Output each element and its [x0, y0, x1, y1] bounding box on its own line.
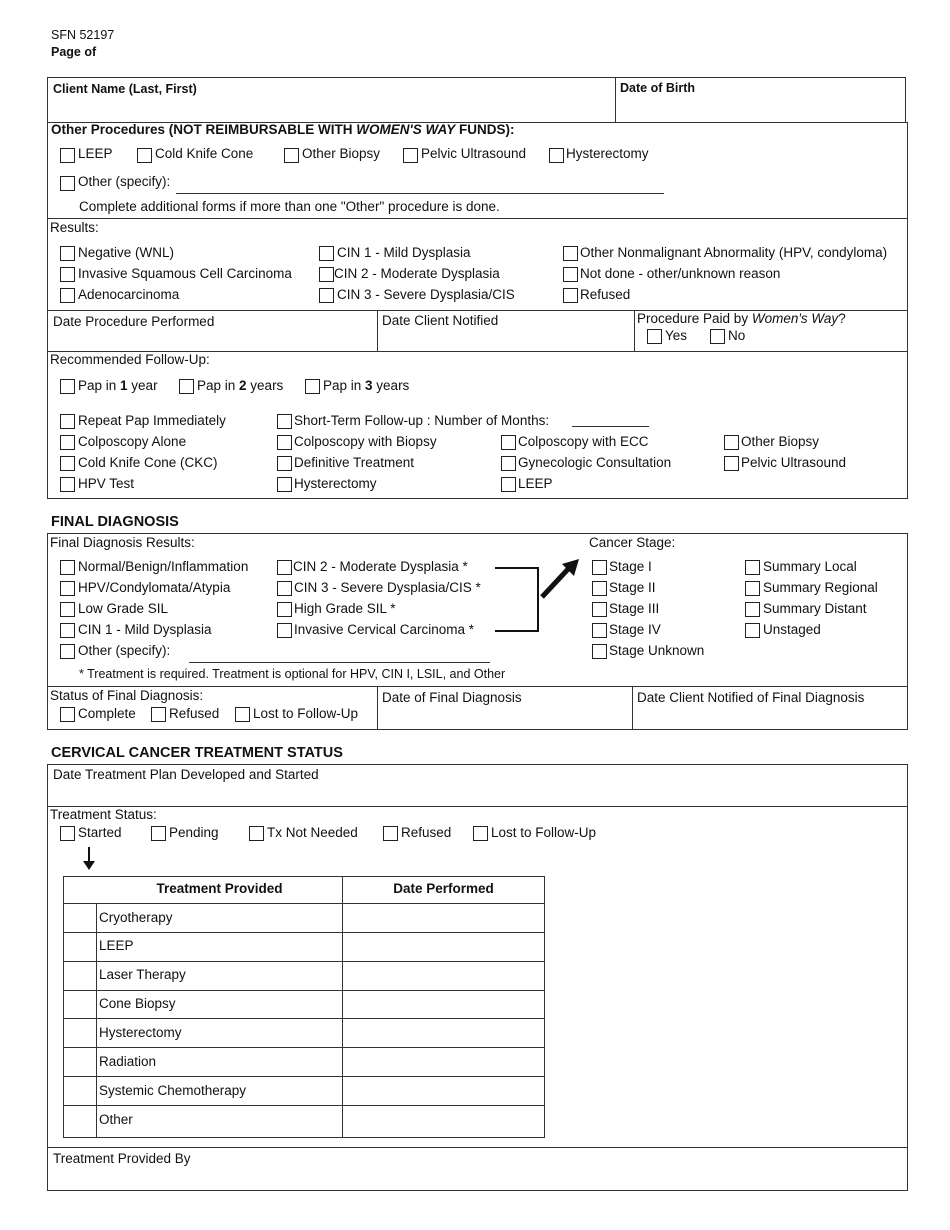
- result-other-nonmalignant-label: Other Nonmalignant Abnormality (HPV, condyloma): [580, 245, 888, 260]
- stage-i-label: Stage I: [609, 559, 652, 574]
- fd-other-label: Other (specify):: [78, 643, 171, 658]
- definitive-treatment-label: Definitive Treatment: [294, 455, 415, 470]
- table-row: Laser Therapy: [99, 967, 186, 982]
- paid-no-label: No: [728, 328, 746, 343]
- stage-iii-label: Stage III: [609, 601, 660, 616]
- fd-hsil-checkbox[interactable]: [277, 602, 292, 617]
- table-row: Hysterectomy: [99, 1025, 182, 1040]
- status-refused-checkbox[interactable]: [151, 707, 166, 722]
- stage-iii-checkbox[interactable]: [592, 602, 607, 617]
- result-cin1-checkbox[interactable]: [319, 246, 334, 261]
- table-row: Systemic Chemotherapy: [99, 1083, 247, 1098]
- other-specify-line[interactable]: [176, 193, 664, 194]
- colposcopy-ecc-checkbox[interactable]: [501, 435, 516, 450]
- summary-regional-checkbox[interactable]: [745, 581, 760, 596]
- short-term-followup-label: Short-Term Follow-up : Number of Months:: [294, 413, 550, 428]
- hysterectomy-label: Hysterectomy: [566, 146, 649, 161]
- result-negative-label: Negative (WNL): [78, 245, 175, 260]
- months-line[interactable]: [572, 426, 649, 427]
- fd-other-checkbox[interactable]: [60, 644, 75, 659]
- tx-started-checkbox[interactable]: [60, 826, 75, 841]
- table-row: Cone Biopsy: [99, 996, 176, 1011]
- status-lost-label: Lost to Follow-Up: [253, 706, 359, 721]
- fd-cin3-label: CIN 3 - Severe Dysplasia/CIS *: [294, 580, 481, 595]
- leep-label: LEEP: [78, 146, 113, 161]
- colposcopy-biopsy-label: Colposcopy with Biopsy: [294, 434, 437, 449]
- table-row: Cryotherapy: [99, 910, 173, 925]
- fd-hsil-label: High Grade SIL *: [294, 601, 396, 616]
- result-cin2-label: CIN 2 - Moderate Dysplasia: [334, 266, 500, 281]
- colposcopy-alone-checkbox[interactable]: [60, 435, 75, 450]
- date-notified-final-label: Date Client Notified of Final Diagnosis: [637, 690, 865, 705]
- other-specify-label: Other (specify):: [78, 174, 171, 189]
- tx-refused-label: Refused: [401, 825, 452, 840]
- stage-iv-label: Stage IV: [609, 622, 661, 637]
- paid-yes-label: Yes: [665, 328, 688, 343]
- fd-normal-label: Normal/Benign/Inflammation: [78, 559, 249, 574]
- summary-regional-label: Summary Regional: [763, 580, 878, 595]
- other-procedure-note: Complete additional forms if more than one "Other" procedure is done.: [79, 199, 500, 214]
- other-biopsy-checkbox[interactable]: [284, 148, 299, 163]
- result-negative-checkbox[interactable]: [60, 246, 75, 261]
- status-complete-label: Complete: [78, 706, 136, 721]
- followup-hysterectomy-checkbox[interactable]: [277, 477, 292, 492]
- fd-other-specify-line[interactable]: [189, 662, 490, 663]
- status-complete-checkbox[interactable]: [60, 707, 75, 722]
- date-final-diagnosis-label: Date of Final Diagnosis: [382, 690, 522, 705]
- cancer-stage-label: Cancer Stage:: [589, 535, 676, 550]
- pap-3-years-checkbox[interactable]: [305, 379, 320, 394]
- followup-other-biopsy-checkbox[interactable]: [724, 435, 739, 450]
- pelvic-ultrasound-checkbox[interactable]: [403, 148, 418, 163]
- fd-hpv-checkbox[interactable]: [60, 581, 75, 596]
- status-lost-checkbox[interactable]: [235, 707, 250, 722]
- short-term-followup-checkbox[interactable]: [277, 414, 292, 429]
- gyn-consult-checkbox[interactable]: [501, 456, 516, 471]
- treatment-status-title: CERVICAL CANCER TREATMENT STATUS: [51, 745, 343, 761]
- treatment-plan-label: Date Treatment Plan Developed and Started: [53, 767, 319, 782]
- hpv-test-checkbox[interactable]: [60, 477, 75, 492]
- tx-not-needed-label: Tx Not Needed: [267, 825, 358, 840]
- result-refused-label: Refused: [580, 287, 631, 302]
- treatment-provided-by-label: Treatment Provided By: [53, 1151, 191, 1166]
- table-row: Radiation: [99, 1054, 157, 1069]
- followup-other-biopsy-label: Other Biopsy: [741, 434, 820, 449]
- tx-pending-label: Pending: [169, 825, 219, 840]
- gyn-consult-label: Gynecologic Consultation: [518, 455, 672, 470]
- fd-cin1-label: CIN 1 - Mild Dysplasia: [78, 622, 212, 637]
- followup-pelvic-ultrasound-label: Pelvic Ultrasound: [741, 455, 847, 470]
- other-procedures-title: Other Procedures (NOT REIMBURSABLE WITH WOMEN'S WAY FUNDS):: [51, 122, 515, 137]
- hpv-test-label: HPV Test: [78, 476, 135, 491]
- date-performed-header: Date Performed: [393, 881, 494, 896]
- other-specify-checkbox[interactable]: [60, 176, 75, 191]
- pap-2-years-label: Pap in 2 years: [197, 378, 284, 393]
- fd-lsil-label: Low Grade SIL: [78, 601, 169, 616]
- pap-1-year-checkbox[interactable]: [60, 379, 75, 394]
- treatment-provided-header: Treatment Provided: [156, 881, 283, 896]
- fd-cin1-checkbox[interactable]: [60, 623, 75, 638]
- stage-ii-checkbox[interactable]: [592, 581, 607, 596]
- ckc-label: Cold Knife Cone (CKC): [78, 455, 218, 470]
- tx-not-needed-checkbox[interactable]: [249, 826, 264, 841]
- ckc-checkbox[interactable]: [60, 456, 75, 471]
- tx-lost-checkbox[interactable]: [473, 826, 488, 841]
- pap-3-years-label: Pap in 3 years: [323, 378, 410, 393]
- summary-local-checkbox[interactable]: [745, 560, 760, 575]
- result-cin2-checkbox[interactable]: [319, 267, 334, 282]
- down-arrow-icon: [80, 846, 98, 872]
- treatment-footnote: * Treatment is required. Treatment is optional for HPV, CIN I, LSIL, and Other: [79, 667, 506, 681]
- stage-unknown-checkbox[interactable]: [592, 644, 607, 659]
- fd-invasive-label: Invasive Cervical Carcinoma *: [294, 622, 475, 637]
- treatment-status-label: Treatment Status:: [50, 807, 157, 822]
- result-not-done-label: Not done - other/unknown reason: [580, 266, 781, 281]
- unstaged-checkbox[interactable]: [745, 623, 760, 638]
- fd-invasive-checkbox[interactable]: [277, 623, 292, 638]
- summary-distant-checkbox[interactable]: [745, 602, 760, 617]
- form-number: SFN 52197: [51, 28, 115, 42]
- result-adenocarcinoma-label: Adenocarcinoma: [78, 287, 180, 302]
- fd-cin2-label: CIN 2 - Moderate Dysplasia *: [293, 559, 468, 574]
- results-label: Results:: [50, 220, 99, 235]
- fd-lsil-checkbox[interactable]: [60, 602, 75, 617]
- stage-i-checkbox[interactable]: [592, 560, 607, 575]
- paid-no-checkbox[interactable]: [710, 329, 725, 344]
- hysterectomy-checkbox[interactable]: [549, 148, 564, 163]
- colposcopy-ecc-label: Colposcopy with ECC: [518, 434, 649, 449]
- followup-leep-label: LEEP: [518, 476, 553, 491]
- final-status-label: Status of Final Diagnosis:: [50, 688, 204, 703]
- cold-knife-cone-label: Cold Knife Cone: [155, 146, 254, 161]
- result-not-done-checkbox[interactable]: [563, 267, 578, 282]
- other-biopsy-label: Other Biopsy: [302, 146, 381, 161]
- cold-knife-cone-checkbox[interactable]: [137, 148, 152, 163]
- followup-pelvic-ultrasound-checkbox[interactable]: [724, 456, 739, 471]
- result-other-nonmalignant-checkbox[interactable]: [563, 246, 578, 261]
- pap-2-years-checkbox[interactable]: [179, 379, 194, 394]
- stage-iv-checkbox[interactable]: [592, 623, 607, 638]
- result-cin3-checkbox[interactable]: [319, 288, 334, 303]
- tx-pending-checkbox[interactable]: [151, 826, 166, 841]
- colposcopy-alone-label: Colposcopy Alone: [78, 434, 187, 449]
- followup-leep-checkbox[interactable]: [501, 477, 516, 492]
- result-invasive-squamous-checkbox[interactable]: [60, 267, 75, 282]
- table-row: LEEP: [99, 938, 134, 953]
- result-refused-checkbox[interactable]: [563, 288, 578, 303]
- unstaged-label: Unstaged: [763, 622, 821, 637]
- date-procedure-performed-label: Date Procedure Performed: [53, 314, 215, 329]
- fd-hpv-label: HPV/Condylomata/Atypia: [78, 580, 231, 595]
- summary-local-label: Summary Local: [763, 559, 857, 574]
- page-label: Page of: [51, 45, 97, 59]
- result-invasive-squamous-label: Invasive Squamous Cell Carcinoma: [78, 266, 292, 281]
- result-cin1-label: CIN 1 - Mild Dysplasia: [337, 245, 471, 260]
- definitive-treatment-checkbox[interactable]: [277, 456, 292, 471]
- summary-distant-label: Summary Distant: [763, 601, 867, 616]
- tx-started-label: Started: [78, 825, 122, 840]
- followup-label: Recommended Follow-Up:: [50, 352, 210, 367]
- final-diagnosis-title: FINAL DIAGNOSIS: [51, 514, 179, 530]
- final-diagnosis-results-label: Final Diagnosis Results:: [50, 535, 195, 550]
- dob-label: Date of Birth: [620, 81, 695, 95]
- paid-yes-checkbox[interactable]: [647, 329, 662, 344]
- followup-hysterectomy-label: Hysterectomy: [294, 476, 377, 491]
- stage-ii-label: Stage II: [609, 580, 656, 595]
- result-cin3-label: CIN 3 - Severe Dysplasia/CIS: [337, 287, 515, 302]
- colposcopy-biopsy-checkbox[interactable]: [277, 435, 292, 450]
- repeat-pap-checkbox[interactable]: [60, 414, 75, 429]
- client-name-label: Client Name (Last, First): [53, 82, 197, 96]
- pelvic-ultrasound-label: Pelvic Ultrasound: [421, 146, 527, 161]
- tx-refused-checkbox[interactable]: [383, 826, 398, 841]
- procedure-paid-label: Procedure Paid by Women's Way?: [637, 311, 846, 326]
- stage-arrow-icon: [490, 555, 585, 635]
- date-client-notified-label: Date Client Notified: [382, 313, 499, 328]
- stage-unknown-label: Stage Unknown: [609, 643, 705, 658]
- fd-cin2-checkbox[interactable]: [277, 560, 292, 575]
- fd-cin3-checkbox[interactable]: [277, 581, 292, 596]
- repeat-pap-label: Repeat Pap Immediately: [78, 413, 226, 428]
- pap-1-year-label: Pap in 1 year: [78, 378, 158, 393]
- leep-checkbox[interactable]: [60, 148, 75, 163]
- table-row: Other: [99, 1112, 133, 1127]
- fd-normal-checkbox[interactable]: [60, 560, 75, 575]
- tx-lost-label: Lost to Follow-Up: [491, 825, 597, 840]
- result-adenocarcinoma-checkbox[interactable]: [60, 288, 75, 303]
- status-refused-label: Refused: [169, 706, 220, 721]
